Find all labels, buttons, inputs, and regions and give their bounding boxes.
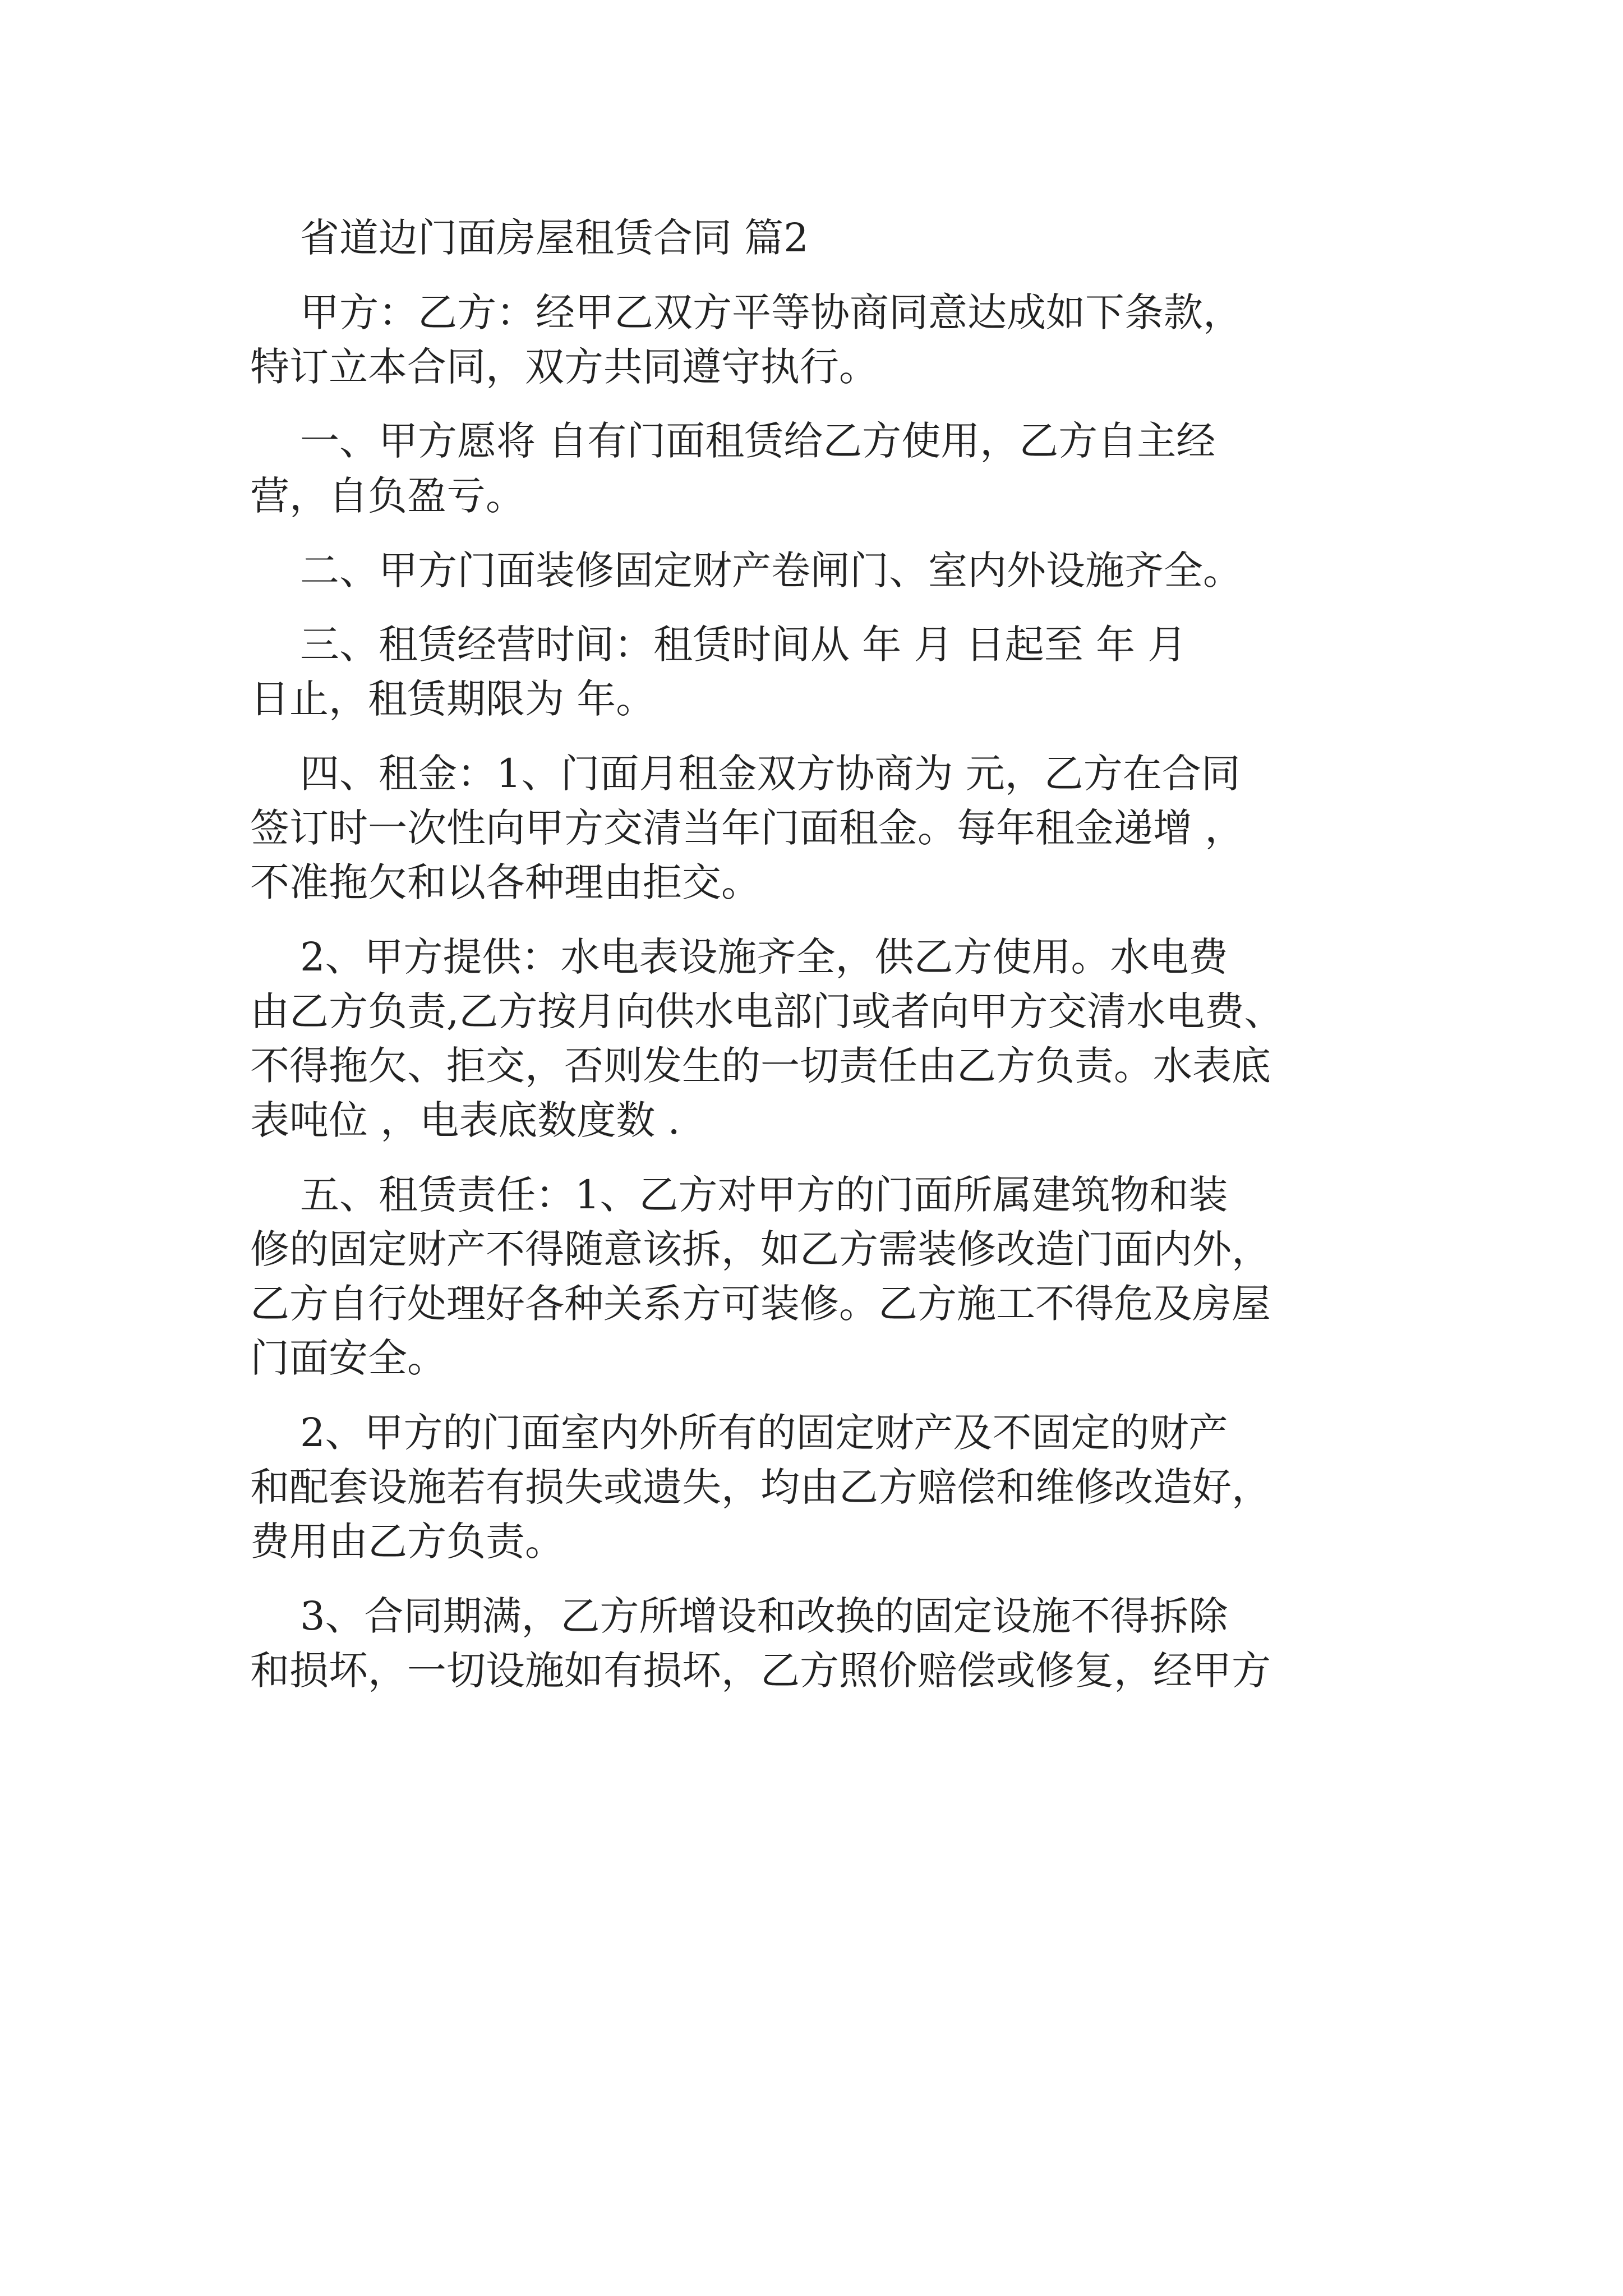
text-line: 五、租赁责任：1、乙方对甲方的门面所属建筑物和装 — [250, 1172, 1228, 1218]
text-line: 和配套设施若有损失或遗失，均由乙方赔偿和维修改造好， — [250, 1464, 1271, 1510]
text-line: 甲方：乙方：经甲乙双方平等协商同意达成如下条款， — [250, 289, 1243, 335]
text-line: 和损坏，一切设施如有损坏，乙方照价赔偿或修复，经甲方 — [250, 1648, 1271, 1694]
text-line: 营，自负盈亏。 — [250, 473, 525, 519]
text-line: 签订时一次性向甲方交清当年门面租金。每年租金递增 ， — [250, 805, 1244, 851]
text-line: 门面安全。 — [250, 1335, 446, 1381]
text-line: 二、甲方门面装修固定财产卷闸门、室内外设施齐全。 — [250, 547, 1243, 593]
text-line: 修的固定财产不得随意该拆，如乙方需装修改造门面内外， — [250, 1226, 1271, 1272]
text-line: 费用由乙方负责。 — [250, 1519, 564, 1565]
text-line: 2、甲方提供：水电表设施齐全，供乙方使用。水电费 — [250, 934, 1228, 980]
text-line: 不得拖欠、拒交，否则发生的一切责任由乙方负责。水表底 — [250, 1043, 1271, 1089]
text-line: 日止，租赁期限为 年。 — [250, 676, 656, 722]
text-line: 四、租金：1、门面月租金双方协商为 元，乙方在合同 — [250, 751, 1241, 797]
title-line: 省道边门面房屋租赁合同 篇2 — [250, 215, 809, 261]
text-line: 一、甲方愿将 自有门面租赁给乙方使用，乙方自主经 — [250, 418, 1216, 464]
text-line: 2、甲方的门面室内外所有的固定财产及不固定的财产 — [250, 1410, 1228, 1456]
text-line: 不准拖欠和以各种理由拒交。 — [250, 859, 760, 905]
text-line: 特订立本合同，双方共同遵守执行。 — [250, 344, 878, 390]
text-line: 乙方自行处理好各种关系方可装修。乙方施工不得危及房屋 — [250, 1281, 1271, 1327]
text-line: 三、租赁经营时间：租赁时间从 年 月 日起至 年 月 — [250, 622, 1187, 668]
text-line: 由乙方负责,乙方按月向供水电部门或者向甲方交清水电费、 — [250, 988, 1284, 1034]
text-line: 表吨位 ，电表底数度数 . — [250, 1097, 680, 1143]
text-line: 3、合同期满，乙方所增设和改换的固定设施不得拆除 — [250, 1593, 1228, 1639]
